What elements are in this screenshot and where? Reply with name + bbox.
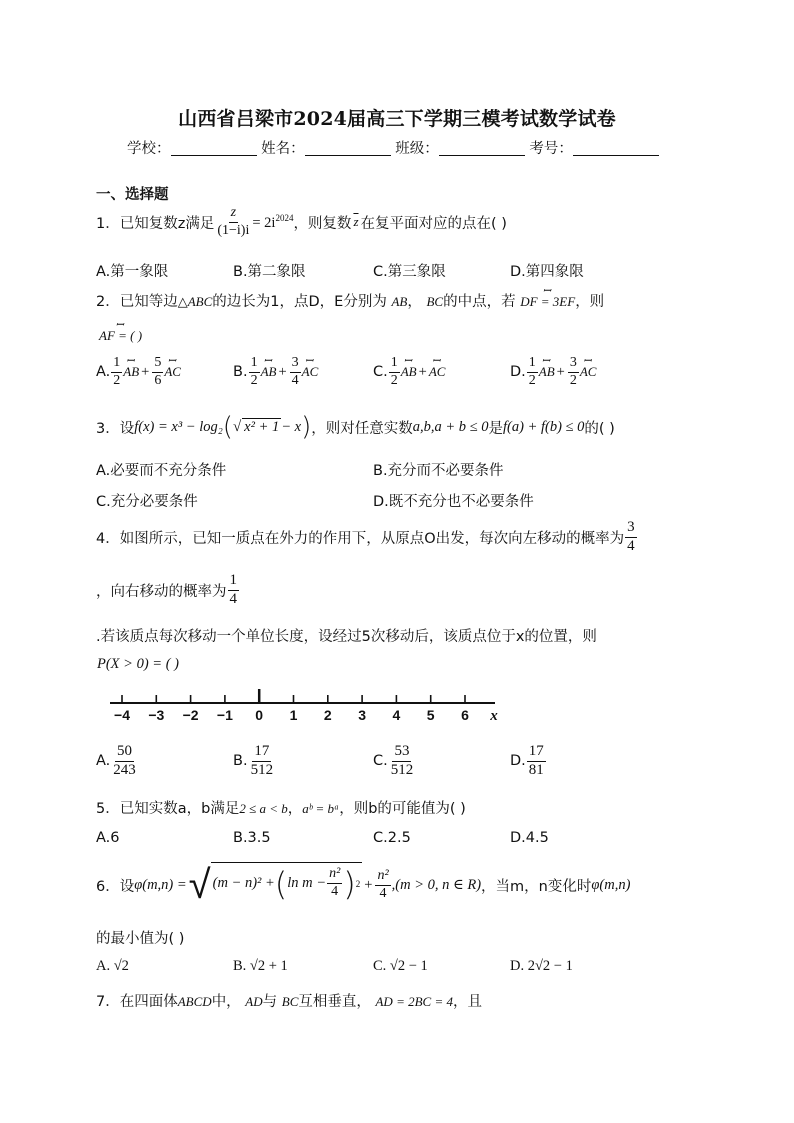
q6-condition: ,(m > 0, n ∈ R): [391, 876, 482, 893]
question-3: [96, 412, 615, 442]
q4-line1: 4．如图所示，已知一质点在外力的作用下，从原点O出发，每次向左移动的概率为: [96, 530, 625, 547]
option-vector2: ꟷ AC: [429, 364, 446, 380]
question-4-line3: .若该质点每次移动一个单位长度，设经过5次移动后，该质点位于x的位置，则: [96, 629, 597, 645]
tick-label: 2: [323, 707, 332, 723]
tick-label: 6: [461, 707, 469, 723]
option-vector1: ꟷ AB: [539, 364, 555, 380]
question-1: [96, 206, 507, 238]
option-frac: $\frac{53}{512}$: [390, 743, 414, 778]
q2-vector-equation: ꟷ DF = 3EF: [520, 294, 575, 310]
q2-line2: [99, 328, 142, 344]
q2-bc: BC: [426, 294, 444, 309]
tick-label: 3: [358, 707, 366, 723]
q7-abcd: ABCD: [177, 994, 212, 1009]
question-4-line4: P(X > 0) = ( ): [97, 656, 179, 672]
q1-option-c[interactable]: C.第三象限: [373, 264, 446, 280]
question-4-line1: [96, 520, 638, 555]
tick-label: 5: [426, 707, 435, 723]
q1-rhs: = $2i^{2024}$: [252, 212, 294, 231]
option-label: C.: [373, 753, 388, 770]
q6-frac1: $\frac{\text{n²}}{4}$: [329, 866, 341, 899]
tick-label: −1: [216, 707, 233, 723]
question-4-line2: [96, 573, 240, 608]
q3-close-paren: ): [301, 412, 312, 442]
option-vector1: ꟷ AB: [123, 364, 139, 380]
q3-mid: ，则对任意实数: [311, 420, 413, 437]
q5-end: ，则b的可能值为( ): [339, 801, 466, 817]
q3-vars: a,b,a + b ≤ 0: [412, 418, 489, 435]
q4-right-prob: $\frac{1}{4}$: [229, 572, 237, 607]
q2-triangle: △ABC: [177, 294, 213, 309]
q5-option-b[interactable]: B.3.5: [233, 830, 271, 846]
q7-prefix: 7．在四面体: [96, 994, 178, 1010]
q5-prefix: 5．已知实数a，b满足: [96, 801, 240, 817]
q4-option-b[interactable]: [233, 744, 276, 779]
option-frac: $\frac{17}{81}$: [528, 743, 544, 778]
option-vector1: ꟷ AB: [401, 364, 417, 380]
q6-phi2: φ(m,n): [591, 876, 631, 893]
q4-option-a[interactable]: [96, 744, 139, 779]
option-plus: +: [278, 363, 287, 380]
q3-sqrt-content: x² + 1: [244, 419, 280, 435]
option-plus: +: [141, 363, 150, 380]
q6-frac2: $\frac{\text{n²}}{4}$: [377, 867, 389, 901]
q7-mid: 中，: [211, 994, 241, 1010]
question-5: [96, 797, 466, 818]
tick-label: −3: [148, 707, 165, 723]
option-plus: +: [556, 363, 565, 380]
q7-eq: AD = 2BC = 4: [375, 994, 453, 1009]
q4-option-d[interactable]: [510, 744, 547, 779]
option-frac1: $\frac{1}{2}$: [390, 355, 398, 388]
q3-cond: f(a) + f(b) ≤ 0: [503, 418, 585, 435]
q2-mid2: 的中点，若: [443, 294, 516, 310]
q3-option-b[interactable]: B.充分而不必要条件: [373, 463, 504, 479]
option-frac: $\frac{50}{243}$: [113, 743, 136, 778]
q2-af: ꟷ AF = ( ): [99, 328, 142, 344]
option-frac1: $\frac{1}{2}$: [113, 355, 121, 388]
q6-radicand: [211, 862, 363, 903]
q6-open-paren: (: [274, 864, 288, 903]
name-field[interactable]: [305, 141, 391, 156]
q5-comma: ，: [287, 801, 303, 817]
q1-suffix: ，则复数: [293, 215, 352, 232]
option-frac: $\frac{17}{512}$: [250, 743, 274, 778]
option-vector1: ꟷ AB: [261, 364, 277, 380]
q1-option-d[interactable]: D.第四象限: [510, 264, 584, 280]
q3-option-d[interactable]: D.既不充分也不必要条件: [373, 494, 534, 510]
section-heading: 一、选择题: [96, 187, 169, 203]
q3-open-paren: (: [222, 412, 233, 442]
q2-option-d[interactable]: [510, 356, 596, 388]
q1-fraction: $\frac{z}{(1-i)i}$: [217, 205, 250, 238]
option-frac2: $\frac{3}{2}$: [569, 355, 577, 388]
tick-label: −4: [114, 707, 130, 723]
q6-term2: ln m −: [287, 875, 327, 891]
q5-option-c[interactable]: C.2.5: [373, 830, 411, 846]
q5-cond: 2 ≤ a < b: [239, 801, 288, 816]
q7-with: 与: [262, 994, 278, 1010]
option-label: D.: [510, 753, 526, 770]
q7-ad: AD: [245, 994, 263, 1009]
tick-label: 0: [255, 707, 264, 723]
q3-radical: √: [232, 418, 242, 435]
question-6: [96, 860, 630, 910]
q7-bc: BC: [281, 994, 299, 1009]
tick-label: 1: [289, 707, 298, 723]
q2-ab: AB: [391, 294, 408, 309]
option-frac1: $\frac{1}{2}$: [250, 355, 258, 388]
option-label: A.: [96, 364, 111, 381]
q6-mid: ，当m，n变化时: [481, 878, 592, 895]
option-plus: +: [418, 363, 427, 380]
number-label: 考号：: [529, 141, 573, 157]
q3-function: f(x) = x³ − log₂: [134, 418, 223, 435]
q4-option-c[interactable]: [373, 744, 416, 779]
option-vector2: ꟷ AC: [164, 364, 181, 380]
q4-line2: ，向右移动的概率为: [96, 583, 227, 600]
q6-square: 2: [355, 878, 361, 889]
name-label: 姓名：: [261, 141, 305, 157]
q6-prefix: 6．设: [96, 878, 135, 895]
q5-option-a[interactable]: A.6: [96, 830, 120, 846]
q6-option-b[interactable]: B. √2 + 1: [233, 958, 288, 974]
option-vector2: ꟷ AC: [580, 364, 597, 380]
q4-left-prob: $\frac{3}{4}$: [627, 519, 635, 554]
q3-option-c[interactable]: C.充分必要条件: [96, 494, 198, 510]
q6-phi: φ(m,n) =: [134, 876, 187, 893]
q2-comma: ，: [407, 294, 422, 310]
q2-option-b[interactable]: [233, 356, 318, 388]
option-frac2: $\frac{5}{6}$: [154, 355, 162, 388]
q6-option-a[interactable]: A. √2: [96, 958, 129, 974]
q2-option-c[interactable]: [373, 356, 445, 388]
q6-line2: 的最小值为( ): [96, 931, 185, 947]
q3-prefix: 3．设: [96, 420, 135, 437]
option-vector2: ꟷ AC: [302, 364, 319, 380]
class-label: 班级：: [395, 141, 439, 157]
page-title: 山西省吕梁市2024届高三下学期三模考试数学试卷: [178, 108, 616, 130]
option-frac2: $\frac{3}{4}$: [291, 355, 299, 388]
q2-option-a[interactable]: [96, 356, 181, 388]
q1-option-b[interactable]: B.第二象限: [233, 264, 306, 280]
school-label: 学校：: [127, 141, 171, 157]
option-label: B.: [233, 364, 248, 381]
q2-mid: 的边长为1，点D，E分别为: [212, 294, 387, 310]
student-info-line: [127, 137, 659, 158]
number-field[interactable]: [573, 141, 659, 156]
q4-options: [96, 744, 716, 784]
q5-eq: aᵇ = bᵃ: [302, 801, 340, 816]
q1-option-a[interactable]: A.第一象限: [96, 264, 169, 280]
q1-zbar: $\overline{z}$: [353, 214, 359, 230]
option-label: A.: [96, 753, 111, 770]
question-2: [96, 290, 604, 311]
question-7: [96, 990, 482, 1011]
school-field[interactable]: [171, 141, 257, 156]
q3-is: 是: [488, 420, 504, 437]
tick-label: −2: [182, 707, 199, 723]
q3-end: 的( ): [584, 420, 615, 437]
tick-label: 4: [392, 707, 401, 723]
q3-option-a[interactable]: A.必要而不充分条件: [96, 463, 227, 479]
q1-prefix: 1．已知复数z满足: [96, 215, 215, 232]
q6-plus: +: [364, 876, 373, 893]
q6-close-paren: ): [343, 864, 356, 903]
q2-end: ，则: [575, 294, 605, 310]
axis-variable: x: [490, 708, 498, 724]
q6-term1: (m − n)² +: [212, 875, 275, 891]
q2-options: [96, 356, 716, 388]
option-label: B.: [233, 753, 248, 770]
q2-prefix: 2．已知等边: [96, 294, 178, 310]
q7-end: ，且: [452, 994, 482, 1010]
q6-option-c[interactable]: C. √2 − 1: [373, 958, 428, 974]
q6-option-d[interactable]: D. 2√2 − 1: [510, 958, 573, 974]
option-label: D.: [510, 364, 526, 381]
class-field[interactable]: [439, 141, 525, 156]
option-label: C.: [373, 364, 388, 381]
q7-perp: 互相垂直，: [298, 994, 371, 1010]
q5-option-d[interactable]: D.4.5: [510, 830, 549, 846]
option-frac1: $\frac{1}{2}$: [528, 355, 536, 388]
q1-suffix2: 在复平面对应的点在( ): [360, 215, 507, 232]
number-line-figure: [100, 685, 510, 730]
q3-minus-x: − x: [281, 418, 302, 435]
q6-radical: √: [188, 862, 211, 908]
